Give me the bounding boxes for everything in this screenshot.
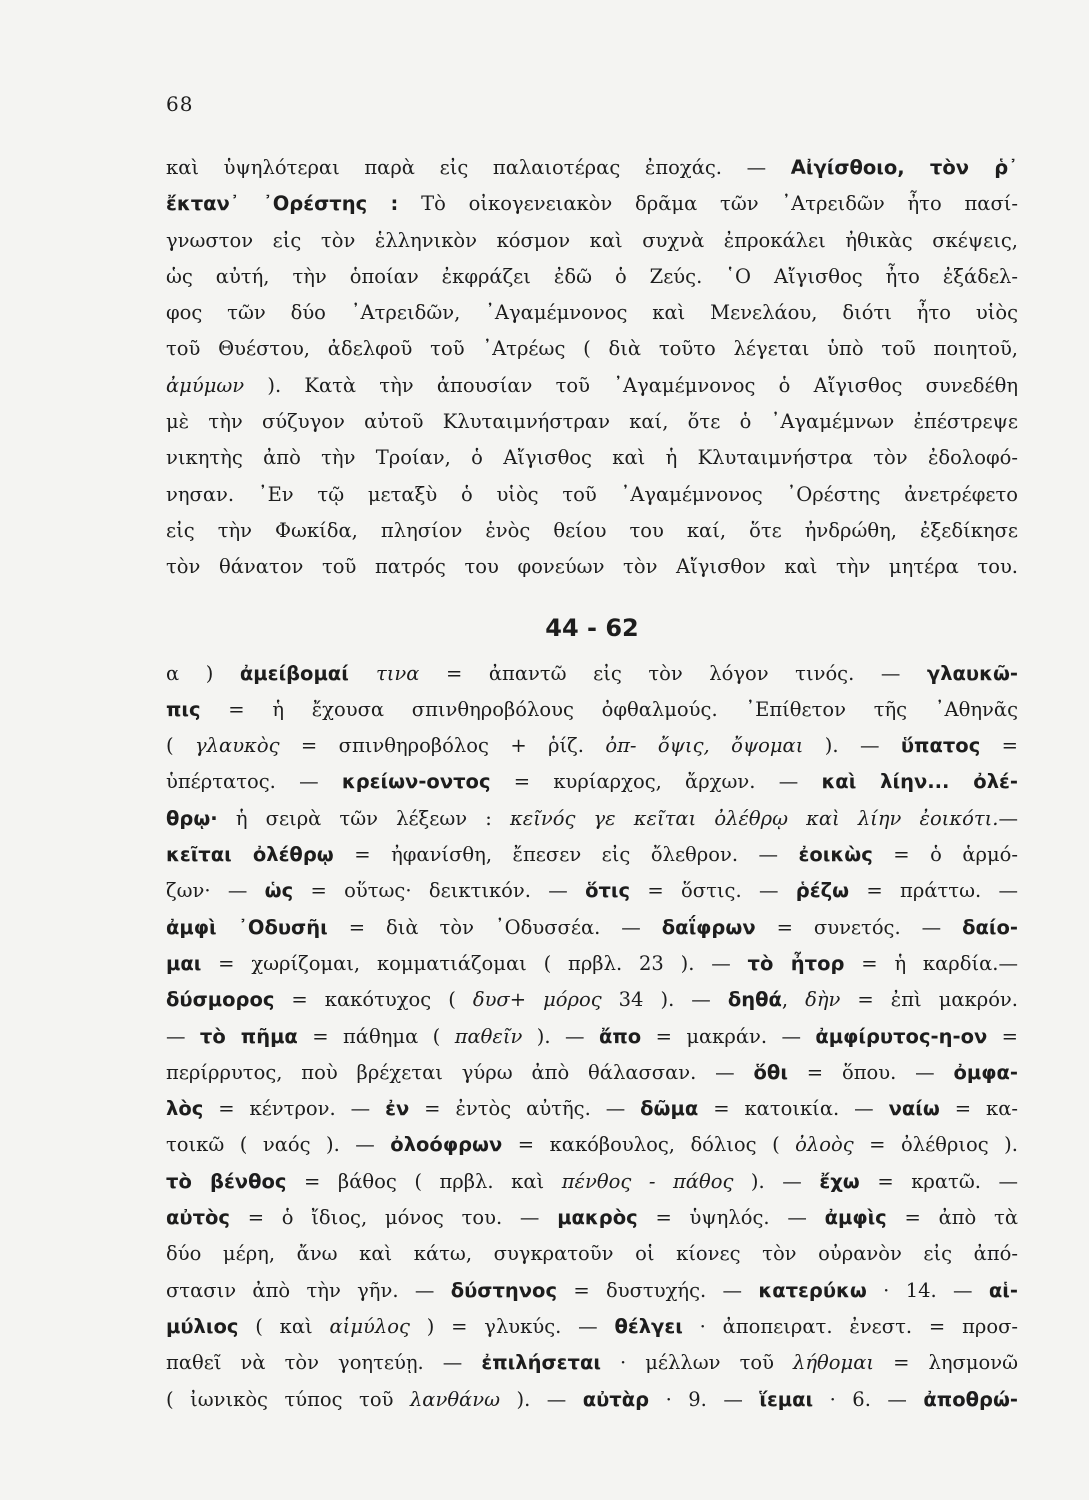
text-line (166, 1164, 1018, 1200)
bold-term: δῶμα (640, 1097, 699, 1121)
text-line (166, 549, 1018, 585)
commentary-text (166, 150, 1018, 1418)
text-run: = συνετός. — (755, 915, 963, 939)
text-line (166, 910, 1018, 946)
text-run: ) = γλυκύς. — (409, 1314, 615, 1338)
bold-term: θρῳ· (166, 806, 218, 830)
bold-term: καὶ λίην... ὀλέ- (821, 770, 1018, 794)
text-run: νικητὴς ἀπὸ τὴν Τροίαν, ὁ Αἴγισθος καὶ ἡ Κλυταιμνήστρα τὸν ἐδολοφό- (166, 446, 1018, 470)
text-line (166, 404, 1018, 440)
text-run: = ἐπὶ μακρόν. (840, 988, 1018, 1012)
italic-term: δυσ+ μόρος (472, 988, 602, 1012)
bold-term: δηθά (727, 988, 782, 1012)
bold-term: κεῖται ὀλέθρῳ (166, 843, 334, 867)
text-line (166, 150, 1018, 186)
italic-term: γλαυκὸς (195, 734, 280, 758)
text-run: ). — (522, 1024, 599, 1048)
text-run: = ἡ καρδία.— (844, 951, 1018, 975)
text-run: α ) (166, 661, 240, 685)
text-run: = σπινθηροβόλος + ῥίζ. (279, 734, 606, 758)
text-line (166, 477, 1018, 513)
bold-term: αἱ- (988, 1278, 1018, 1302)
text-line (166, 513, 1018, 549)
text-line (166, 1382, 1018, 1418)
italic-term: παθεῖν (454, 1024, 523, 1048)
bold-term: ἄπο (598, 1024, 642, 1048)
bold-term: ἀποθρώ- (923, 1387, 1018, 1411)
text-line (166, 1200, 1018, 1236)
text-line (166, 837, 1018, 873)
text-run: στασιν ἀπὸ τὴν γῆν. — (166, 1278, 451, 1302)
bold-term: θέλγει (614, 1314, 683, 1338)
text-run: φος τῶν δύο ᾽Ατρειδῶν, ᾽Αγαμέμνονος καὶ Μενελάου, διότι ἦτο υἱὸς (166, 301, 1018, 325)
text-run: = κατοικία. — (698, 1097, 889, 1121)
text-run: = λησμονῶ (874, 1351, 1018, 1375)
text-run: ζων· — (166, 879, 265, 903)
bold-term: τὸ ἦτορ (747, 951, 845, 975)
text-run: περίρρυτος, ποὺ βρέχεται γύρω ἀπὸ θάλασσαν. — (166, 1060, 754, 1084)
bold-term: ὅθι (753, 1060, 788, 1084)
text-line (166, 873, 1018, 909)
text-run: ). — (499, 1387, 583, 1411)
text-run: = κακόβουλος, δόλιος ( (502, 1133, 796, 1157)
text-run: = ὀλέθριος ). (853, 1133, 1018, 1157)
commentary-paragraph-glossary (166, 656, 1018, 1418)
bold-term: αὐτὸς (166, 1206, 230, 1230)
text-line (166, 295, 1018, 331)
bold-term: μαι (166, 951, 202, 975)
bold-term: ῥέζω (795, 879, 850, 903)
text-run: ( καὶ (238, 1314, 330, 1338)
text-run: · 9. — (649, 1387, 760, 1411)
bold-term: ἐπιλήσεται (481, 1351, 601, 1375)
text-line (166, 259, 1018, 295)
italic-term: πένθος - πάθος (561, 1169, 734, 1193)
bold-term: τὸ βένθος (166, 1169, 287, 1193)
bold-term: πις (166, 697, 201, 721)
bold-term: ὕπατος (900, 734, 981, 758)
text-run: — (166, 1024, 200, 1048)
bold-term: δύσμορος (166, 988, 275, 1012)
text-run: = κα- (939, 1097, 1018, 1121)
text-run: = πράττω. — (849, 879, 1018, 903)
text-run: = κακότυχος ( (274, 988, 473, 1012)
text-run: ( (166, 734, 196, 758)
text-run: ( ἰωνικὸς τύπος τοῦ (166, 1387, 410, 1411)
text-run: = ἡ ἔχουσα σπινθηροβόλους ὀφθαλμούς. ᾽Επίθετον τῆς ᾽Αθηνᾶς (200, 697, 1018, 721)
text-line (166, 728, 1018, 764)
bold-term: Αἰγίσθοιο, τὸν ῥ᾽ (790, 156, 1018, 179)
text-line (166, 656, 1018, 692)
bold-term: δαΐφρων (661, 915, 756, 939)
text-run: · 6. — (813, 1387, 924, 1411)
text-run: — (998, 806, 1018, 830)
bold-term: ἀμφίρυτος-η-ον (815, 1024, 988, 1048)
text-run: = κέντρον. — (203, 1097, 386, 1121)
bold-term: ὀλοόφρων (390, 1133, 503, 1157)
bold-term: ἐν (385, 1097, 410, 1121)
text-run: Τὸ οἰκογενειακὸν δρᾶμα τῶν ᾽Ατρειδῶν ἦτο πασί- (398, 192, 1018, 216)
italic-term: κεῖνός γε κεῖται ὀλέθρῳ καὶ λίην ἐοικότι. (509, 806, 999, 830)
text-run: = ὁ ἁρμό- (872, 843, 1018, 867)
section-heading: 44 - 62 (545, 613, 639, 642)
text-run: = ἐντὸς αὐτῆς. — (409, 1097, 641, 1121)
italic-term: λανθάνω (409, 1387, 500, 1411)
text-run: καὶ ὑψηλότεραι παρὰ εἰς παλαιοτέρας ἐποχάς. — (166, 156, 791, 179)
text-line (166, 1273, 1018, 1309)
text-line (166, 1019, 1018, 1055)
bold-term: δύστηνος (450, 1278, 558, 1302)
text-line (166, 440, 1018, 476)
text-run: ὑπέρτατος. — (166, 770, 342, 794)
text-run: = δυστυχής. — (557, 1278, 759, 1302)
italic-term: λήθομαι (793, 1351, 875, 1375)
italic-term: ὀπ- ὄψις, ὄψομαι (605, 734, 804, 758)
text-run: τοῦ Θυέστου, ἀδελφοῦ τοῦ ᾽Ατρέως ( διὰ τοῦτο λέγεται ὑπὸ τοῦ ποιητοῦ, (166, 337, 1018, 361)
italic-term: ὀλοὸς (795, 1133, 854, 1157)
bold-term: αὐτὰρ (582, 1387, 650, 1411)
bold-term: κρείων-οντος (341, 770, 491, 794)
text-line (166, 1127, 1018, 1163)
text-run: = μακράν. — (641, 1024, 816, 1048)
text-run: = βάθος ( πρβλ. καὶ (286, 1169, 562, 1193)
bold-term: ὅτις (585, 879, 631, 903)
text-run: ἡ σειρὰ τῶν λέξεων : (217, 806, 510, 830)
text-run: = ὁ ἴδιος, μόνος του. — (229, 1206, 558, 1230)
text-run: = ὑψηλός. — (637, 1206, 825, 1230)
text-line (166, 186, 1018, 222)
bold-term: ὀμφα- (953, 1060, 1018, 1084)
text-run: = ὅστις. — (630, 879, 796, 903)
italic-term: ἀμύμων (166, 373, 268, 397)
text-run: = διὰ τὸν ᾽Οδυσσέα. — (327, 915, 662, 939)
text-line (166, 331, 1018, 367)
text-run: · 14. — (866, 1278, 989, 1302)
text-run: = (980, 734, 1018, 758)
text-run: = ὅπου. — (787, 1060, 954, 1084)
text-run: = χωρίζομαι, κομματιάζομαι ( πρβλ. 23 ). — (201, 951, 748, 975)
text-run: εἰς τὴν Φωκίδα, πλησίον ἑνὸς θείου του καί, ὅτε ἠνδρώθη, ἐξεδίκησε (166, 518, 1018, 542)
bold-term: ἔκταν᾽ ᾽Ορέστης : (166, 192, 399, 216)
text-run: ). — (733, 1169, 820, 1193)
text-run: νησαν. ᾽Εν τῷ μεταξὺ ὁ υἱὸς τοῦ ᾽Αγαμέμνονος ᾽Ορέστης ἀνετρέφετο (166, 482, 1018, 506)
bold-term: ὡς (264, 879, 294, 903)
text-run: ὡς αὐτή, τὴν ὁποίαν ἐκφράζει ἐδῶ ὁ Ζεύς. ῾Ο Αἴγισθος ἦτο ἐξάδελ- (166, 264, 1018, 288)
italic-term: αἱμύλος (329, 1314, 410, 1338)
bold-term: μακρὸς (557, 1206, 638, 1230)
text-run: = ἀπαντῶ εἰς τὸν λόγον τινός. — (419, 661, 927, 685)
text-run: τὸν θάνατον τοῦ πατρός του φονεύων τὸν Αἴγισθον καὶ τὴν μητέρα του. (166, 555, 1018, 579)
bold-term: ἐοικὼς (798, 843, 873, 867)
bold-term: ἀμφὶς (824, 1206, 887, 1230)
text-run: τοικῶ ( ναός ). — (166, 1133, 391, 1157)
text-run: · μέλλων τοῦ (600, 1351, 794, 1375)
bold-term: δαίο- (962, 915, 1018, 939)
bold-term: ναίω (888, 1097, 940, 1121)
text-line (166, 801, 1018, 837)
text-line (166, 764, 1018, 800)
text-run: δύο μέρη, ἄνω καὶ κάτω, συγκρατοῦν οἱ κίονες τὸν οὐρανὸν εἰς ἀπό- (166, 1242, 1018, 1266)
bold-term: τὸ πῆμα (199, 1024, 298, 1048)
text-run: = (987, 1024, 1018, 1048)
italic-term: δὴν (805, 988, 841, 1012)
text-run: = κρατῶ. — (859, 1169, 1018, 1193)
text-run: · ἀποπειρατ. ἐνεστ. = προσ- (682, 1314, 1018, 1338)
commentary-paragraph-intro (166, 150, 1018, 586)
text-line (166, 1055, 1018, 1091)
bold-term: ἀμφὶ ᾽Οδυσῆι (166, 915, 328, 939)
text-line (166, 946, 1018, 982)
text-run: 34 ). — (601, 988, 728, 1012)
text-run: , (781, 988, 806, 1012)
text-run: ). — (803, 734, 901, 758)
text-run: = κυρίαρχος, ἄρχων. — (490, 770, 822, 794)
text-run: γνωστον εἰς τὸν ἑλληνικὸν κόσμον καὶ συχνὰ ἐπροκάλει ἠθικὰς σκέψεις, (166, 228, 1018, 252)
text-run: μὲ τὴν σύζυγον αὐτοῦ Κλυταιμνήστραν καί, ὅτε ὁ ᾽Αγαμέμνων ἐπέστρεψε (166, 410, 1018, 434)
text-line (166, 982, 1018, 1018)
text-line (166, 1345, 1018, 1381)
text-run: ). Κατὰ τὴν ἀπουσίαν τοῦ ᾽Αγαμέμνονος ὁ Αἴγισθος συνεδέθη (267, 373, 1018, 397)
bold-term: γλαυκῶ- (926, 661, 1018, 685)
bold-term: λὸς (166, 1097, 204, 1121)
page-number: 68 (166, 92, 194, 116)
bold-term: μύλιος (166, 1314, 239, 1338)
text-line (166, 692, 1018, 728)
bold-term: κατερύκω (758, 1278, 867, 1302)
text-run: = ἀπὸ τὰ (886, 1206, 1018, 1230)
bold-term: ἀμείβομαί (239, 661, 376, 685)
bold-term: ἵεμαι (759, 1387, 814, 1411)
text-run: = πάθημα ( (297, 1024, 455, 1048)
text-run: = ἠφανίσθη, ἔπεσεν εἰς ὄλεθρον. — (333, 843, 799, 867)
text-line (166, 1091, 1018, 1127)
italic-term: τινα (375, 661, 420, 685)
bold-term: ἔχω (819, 1169, 860, 1193)
text-line (166, 223, 1018, 259)
text-line (166, 368, 1018, 404)
text-run: παθεῖ νὰ τὸν γοητεύῃ. — (166, 1351, 482, 1375)
text-run: = οὕτως· δεικτικόν. — (293, 879, 586, 903)
text-line (166, 1236, 1018, 1272)
text-line (166, 1309, 1018, 1345)
